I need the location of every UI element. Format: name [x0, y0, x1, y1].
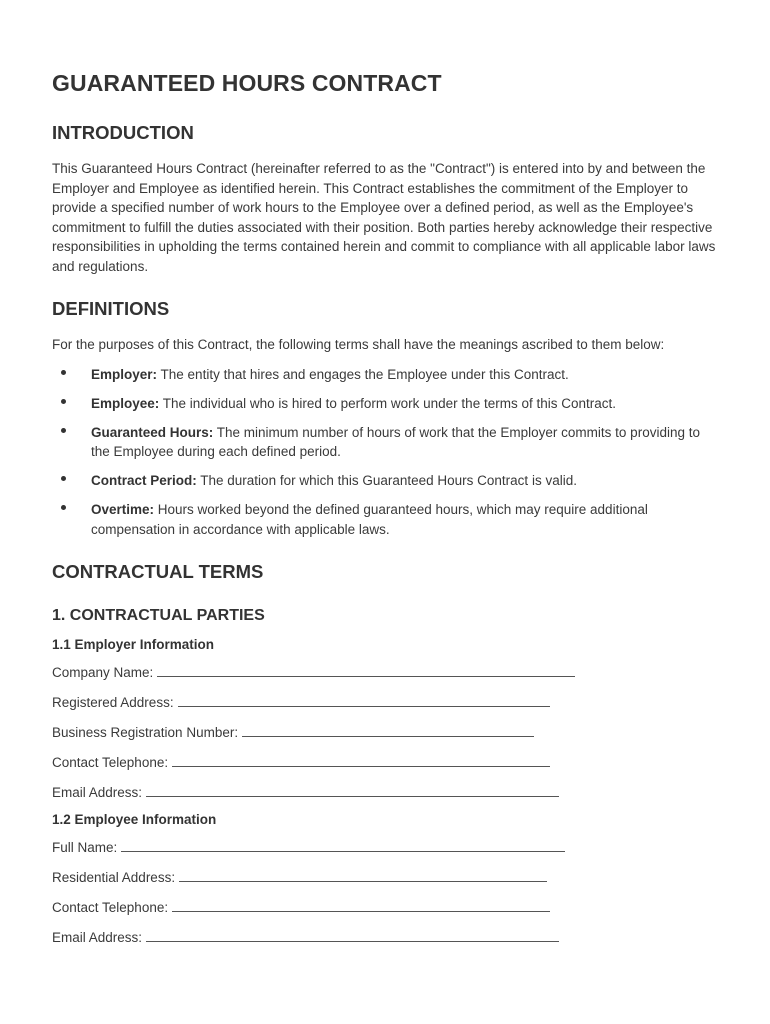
contractual-terms-heading: CONTRACTUAL TERMS — [52, 561, 264, 582]
employee-email-address-field — [52, 927, 720, 948]
field-label: Contact Telephone: — [52, 755, 169, 770]
employer-business-registration-field — [52, 722, 720, 743]
employee-contact-telephone-field — [52, 897, 720, 918]
employer-registered-address-field — [52, 692, 720, 713]
employer-company-name-field — [52, 662, 720, 683]
bullet-icon — [61, 476, 66, 481]
field-label: Registered Address: — [52, 695, 174, 710]
business-registration-blank[interactable] — [242, 722, 534, 737]
definitions-heading: DEFINITIONS — [52, 298, 170, 319]
registered-address-blank[interactable] — [178, 692, 550, 707]
employee-email-blank[interactable] — [146, 927, 559, 942]
full-name-blank[interactable] — [121, 837, 565, 852]
employer-email-blank[interactable] — [146, 782, 559, 797]
contractual-parties-heading: 1. CONTRACTUAL PARTIES — [52, 607, 265, 624]
field-label: Full Name: — [52, 840, 118, 855]
field-label: Email Address: — [52, 930, 143, 945]
bullet-icon — [61, 399, 66, 404]
employee-full-name-field — [52, 837, 720, 858]
bullet-icon — [61, 428, 66, 433]
introduction-heading: INTRODUCTION — [52, 122, 194, 143]
employer-information-heading: 1.1 Employer Information — [52, 637, 215, 652]
definition-item — [52, 365, 720, 385]
definitions-list — [52, 365, 720, 540]
residential-address-blank[interactable] — [179, 867, 547, 882]
definition-text: The duration for which this Guaranteed Hours Contract is valid. — [196, 473, 577, 488]
definition-text: The minimum number of hours of work that the Employer commits to providing to the Employee during each defined period. — [91, 424, 700, 459]
employer-telephone-blank[interactable] — [172, 752, 550, 767]
definition-term: Employer: — [91, 366, 158, 382]
definition-term: Employee: — [91, 395, 160, 411]
definition-term: Guaranteed Hours: — [91, 424, 214, 440]
field-label: Company Name: — [52, 665, 154, 680]
definition-term: Overtime: — [91, 502, 155, 517]
definition-item — [52, 423, 720, 462]
company-name-blank[interactable] — [157, 662, 575, 677]
document-title: GUARANTEED HOURS CONTRACT — [52, 70, 442, 96]
definition-item — [52, 394, 720, 414]
employer-contact-telephone-field — [52, 752, 720, 773]
definition-text: Hours worked beyond the defined guaranteed hours, which may require additional compensation in accordance with applicable laws. — [91, 502, 648, 537]
definition-text: The individual who is hired to perform work under the terms of this Contract. — [159, 395, 616, 411]
definition-term: Contract Period: — [91, 473, 197, 488]
field-label: Business Registration Number: — [52, 725, 239, 740]
employee-residential-address-field — [52, 867, 720, 888]
definitions-intro: For the purposes of this Contract, the following terms shall have the meanings ascribed to them below: — [52, 337, 665, 352]
bullet-icon — [61, 505, 66, 510]
definition-item — [52, 471, 720, 491]
field-label: Contact Telephone: — [52, 900, 169, 915]
employee-information-heading: 1.2 Employee Information — [52, 812, 217, 827]
definition-text: The entity that hires and engages the Employee under this Contract. — [157, 366, 569, 382]
introduction-text: This Guaranteed Hours Contract (hereinafter referred to as the "Contract") is entered into by and between the Employer and Employee as identified herein. This Contract establishes the commitment of the Employer to provide a specified number of work hours to the Employee over a defined period, as well as the Employee's commitment to fulfill the duties associated with their position. Both parties hereby acknowledge their respective responsibilities in upholding the terms contained herein and commit to compliance with all applicable labor laws and regulations. — [52, 161, 716, 274]
field-label: Residential Address: — [52, 870, 176, 885]
field-label: Email Address: — [52, 785, 143, 800]
bullet-icon — [61, 370, 66, 375]
definition-item — [52, 500, 720, 539]
employer-email-address-field — [52, 782, 720, 803]
employee-telephone-blank[interactable] — [172, 897, 550, 912]
